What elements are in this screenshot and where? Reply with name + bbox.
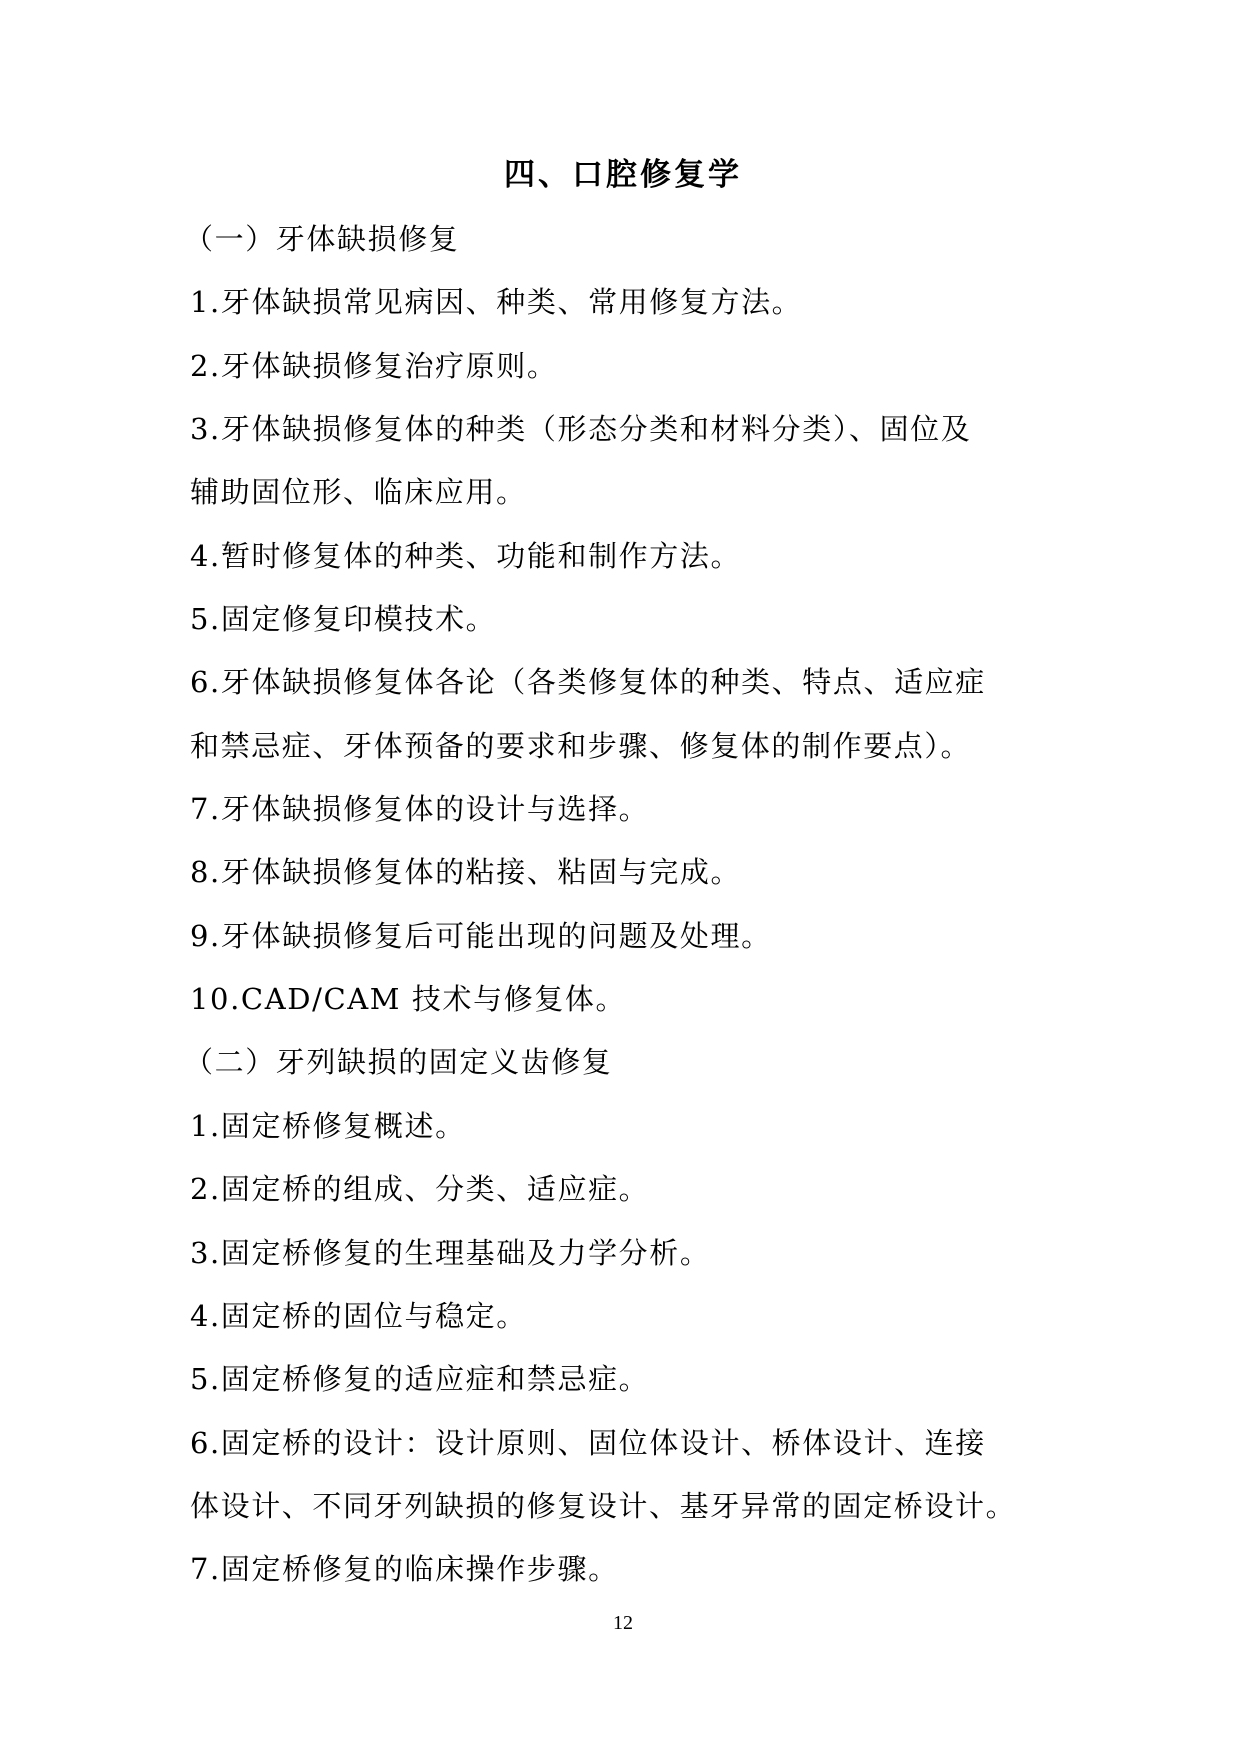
list-item: 9.牙体缺损修复后可能出现的问题及处理。 xyxy=(190,918,772,953)
list-item: 6.固定桥的设计：设计原则、固位体设计、桥体设计、连接 xyxy=(190,1425,986,1460)
list-item: 4.固定桥的固位与稳定。 xyxy=(190,1298,527,1333)
list-item: 2.固定桥的组成、分类、适应症。 xyxy=(190,1172,650,1207)
list-item: 7.固定桥修复的临床操作步骤。 xyxy=(190,1552,619,1587)
list-item-continuation: 体设计、不同牙列缺损的修复设计、基牙异常的固定桥设计。 xyxy=(190,1488,1017,1523)
list-item: 4.暂时修复体的种类、功能和制作方法。 xyxy=(190,538,742,573)
document-body xyxy=(184,208,1090,1602)
list-item: 1.固定桥修复概述。 xyxy=(190,1108,466,1143)
list-item: 6.牙体缺损修复体各论（各类修复体的种类、特点、适应症 xyxy=(190,665,986,700)
page-number: 12 xyxy=(613,1612,633,1634)
list-item: 3.牙体缺损修复体的种类（形态分类和材料分类）、固位及 xyxy=(190,412,972,447)
list-item: 5.固定桥修复的适应症和禁忌症。 xyxy=(190,1362,650,1397)
section-heading: （一）牙体缺损修复 xyxy=(184,222,460,256)
list-item-continuation: 辅助固位形、临床应用。 xyxy=(190,475,527,510)
list-item: 1.牙体缺损常见病因、种类、常用修复方法。 xyxy=(190,285,803,320)
list-item: 10.CAD/CAM 技术与修复体。 xyxy=(190,982,627,1017)
page-title: 四、口腔修复学 xyxy=(504,157,742,193)
list-item: 7.牙体缺损修复体的设计与选择。 xyxy=(190,792,650,827)
list-item-continuation: 和禁忌症、牙体预备的要求和步骤、修复体的制作要点）。 xyxy=(190,728,972,763)
list-item: 8.牙体缺损修复体的粘接、粘固与完成。 xyxy=(190,855,742,890)
section-heading: （二）牙列缺损的固定义齿修复 xyxy=(184,1045,613,1080)
list-item: 3.固定桥修复的生理基础及力学分析。 xyxy=(190,1235,711,1270)
list-item: 5.固定修复印模技术。 xyxy=(190,602,497,637)
list-item: 2.牙体缺损修复治疗原则。 xyxy=(190,348,558,383)
